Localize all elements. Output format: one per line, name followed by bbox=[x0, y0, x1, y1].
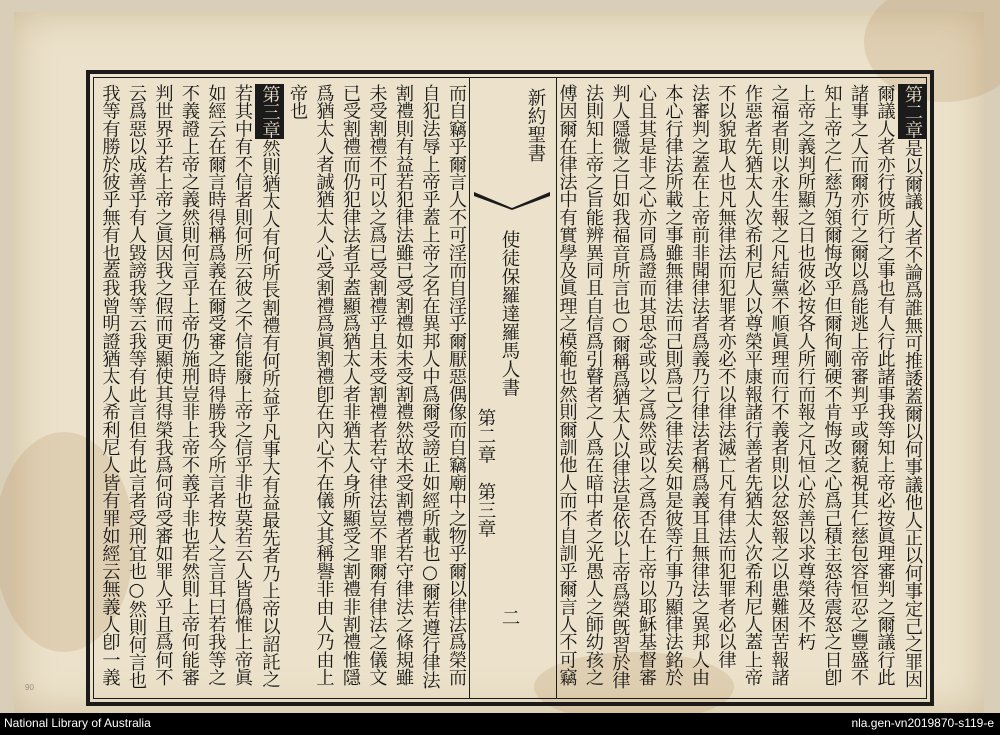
right-page-column: 第二章是以爾議人者不論爲誰無可推諉蓋爾以何事議他人正以何事定己之罪因 bbox=[898, 78, 927, 698]
left-page-column: 如經云在爾言時得稱爲義在爾受審之時得勝我今所言者按人之言耳曰若我等之 bbox=[205, 84, 227, 686]
library-footer-bar bbox=[0, 713, 1000, 735]
right-page-column: 不以貌取人也凡無律法而犯罪者亦必不以律法滅亡凡有律法而犯罪者必以律 bbox=[715, 84, 737, 669]
left-page-column: 云爲惡以成善乎有人毀謗我等云我等有此言但有此言者受刑宜也○然則何言也 bbox=[126, 84, 147, 689]
left-page-column: 已受割禮而仍犯律法者乎蓋顯爲猶太人者非猶太人身所顯受之割禮非割禮惟隱 bbox=[340, 84, 361, 686]
left-page bbox=[94, 78, 469, 698]
left-page-column: 帝也 bbox=[287, 84, 308, 120]
right-page-column: 上帝之義判所顯之日也彼必按各人所行而報之凡恒心於善以求尊榮及不朽 bbox=[795, 84, 816, 651]
left-page-column: 爲猶太人者誠猶太人心受割禮爲眞割禮卽在內心不在儀文其稱譽非由人乃由上 bbox=[313, 84, 335, 686]
right-page-column: 法則知上帝之旨能辨異同且自信爲引瞽者之人爲在暗中者之光愚人之師幼孩之 bbox=[583, 84, 604, 686]
scanned-sheet bbox=[14, 12, 984, 714]
page-frame bbox=[86, 70, 934, 706]
right-page-column: 心且其是非之心亦同爲證而其思念或以之爲然或以之爲否在上帝以耶穌基督審 bbox=[636, 84, 657, 686]
right-page-column: 作惡者先猶太人次希利尼人以尊榮平康報諸行善者先猶太人次希利尼人蓋上帝 bbox=[742, 84, 763, 686]
library-name: National Library of Australia bbox=[4, 716, 151, 730]
left-page-column: 不義證上帝之義然則何言乎上帝仍施刑豈非上帝不義乎非也若然則上帝何能審 bbox=[179, 84, 200, 686]
chapter-marks: 第二章 第三章 bbox=[475, 408, 496, 538]
left-page-column: 割禮則有益若犯律法雖已受割禮如未受割禮然故未受割禮者若守律法之條規雖 bbox=[393, 84, 414, 686]
book-title: 新約聖書 bbox=[525, 88, 546, 162]
right-page-column: 知上帝之仁慈乃領爾悔改乎但爾徇剛硬不肯悔改之心爲己積主怒待震怒之日卽 bbox=[821, 84, 843, 686]
left-page-column: 判世界乎若上帝之眞因我之假而更顯使其得榮我爲何尙受審如罪人乎且爲何不 bbox=[152, 84, 174, 686]
page-number: 二 bbox=[499, 608, 520, 627]
left-page-column: 未受割禮不可以之爲已受割禮乎且未受割禮者若守律法豈不罪爾有律法之儀文 bbox=[366, 84, 388, 686]
epistle-title: 使徒保羅達羅馬人書 bbox=[499, 230, 520, 397]
catalog-id: nla.gen-vn2019870-s119-e bbox=[851, 716, 994, 730]
left-page-column: 第三章然則猶太人有何所長割禮有何所益乎凡事大有益最先者乃上帝以詔託之 bbox=[255, 78, 284, 698]
left-page-column: 自犯法辱上帝乎蓋上帝之名在異邦人中爲爾受謗正如經所載也○爾若遵行律法 bbox=[419, 84, 441, 689]
fish-tail-ornament bbox=[472, 190, 552, 210]
pencil-mark: 90 bbox=[25, 683, 34, 692]
page-frame-inner bbox=[93, 77, 927, 699]
right-page-column: 諸事之人而爾亦行之爾以爲能逃上帝審判乎或爾藐視其仁慈包容恒忍之豐盛不 bbox=[848, 84, 869, 686]
left-page-column: 我等有勝於彼乎無有也蓋我曾明證猶太人希利尼人皆有罪如經云無義人卽一義 bbox=[99, 84, 121, 686]
right-page bbox=[548, 78, 926, 698]
chapter-heading: 第二章 bbox=[898, 84, 927, 139]
right-page-column: 傅因爾在律法中有實學及眞理之模範也然則爾訓他人而不自訓乎爾言人不可竊 bbox=[556, 84, 578, 686]
chapter-heading: 第三章 bbox=[255, 84, 284, 139]
right-page-column: 法審判之蓋在上帝前非聞律法者爲義乃行律法者稱爲義耳且無律法之異邦人由 bbox=[689, 84, 710, 686]
right-page-column: 本心行律法所載之事雖無律法而己則爲己之律法矣如是彼等行事乃顯律法銘於 bbox=[662, 84, 684, 686]
left-page-column: 而自竊乎爾言人不可淫而自淫乎爾厭惡偶像而自竊廟中之物乎爾以律法爲榮而 bbox=[446, 84, 467, 686]
right-page-column: 判人隱微之日如我福音所言也○爾稱爲猶太人以律法是依以上帝爲榮旣習於律 bbox=[609, 84, 631, 689]
left-page-column: 若其中有不信者則何所云彼之不信能廢上帝之信乎非也莫若云人皆僞惟上帝眞 bbox=[232, 84, 253, 686]
right-page-column: 爾議人者亦行彼所行之事也有人行此諸事我等知上帝必按眞理審判之爾議行此 bbox=[874, 84, 896, 686]
right-page-column: 之福者則以永生報之凡結黨不順眞理而行不義者則以忿怒報之以患難困苦報諸 bbox=[768, 84, 790, 686]
center-spine bbox=[469, 78, 557, 698]
